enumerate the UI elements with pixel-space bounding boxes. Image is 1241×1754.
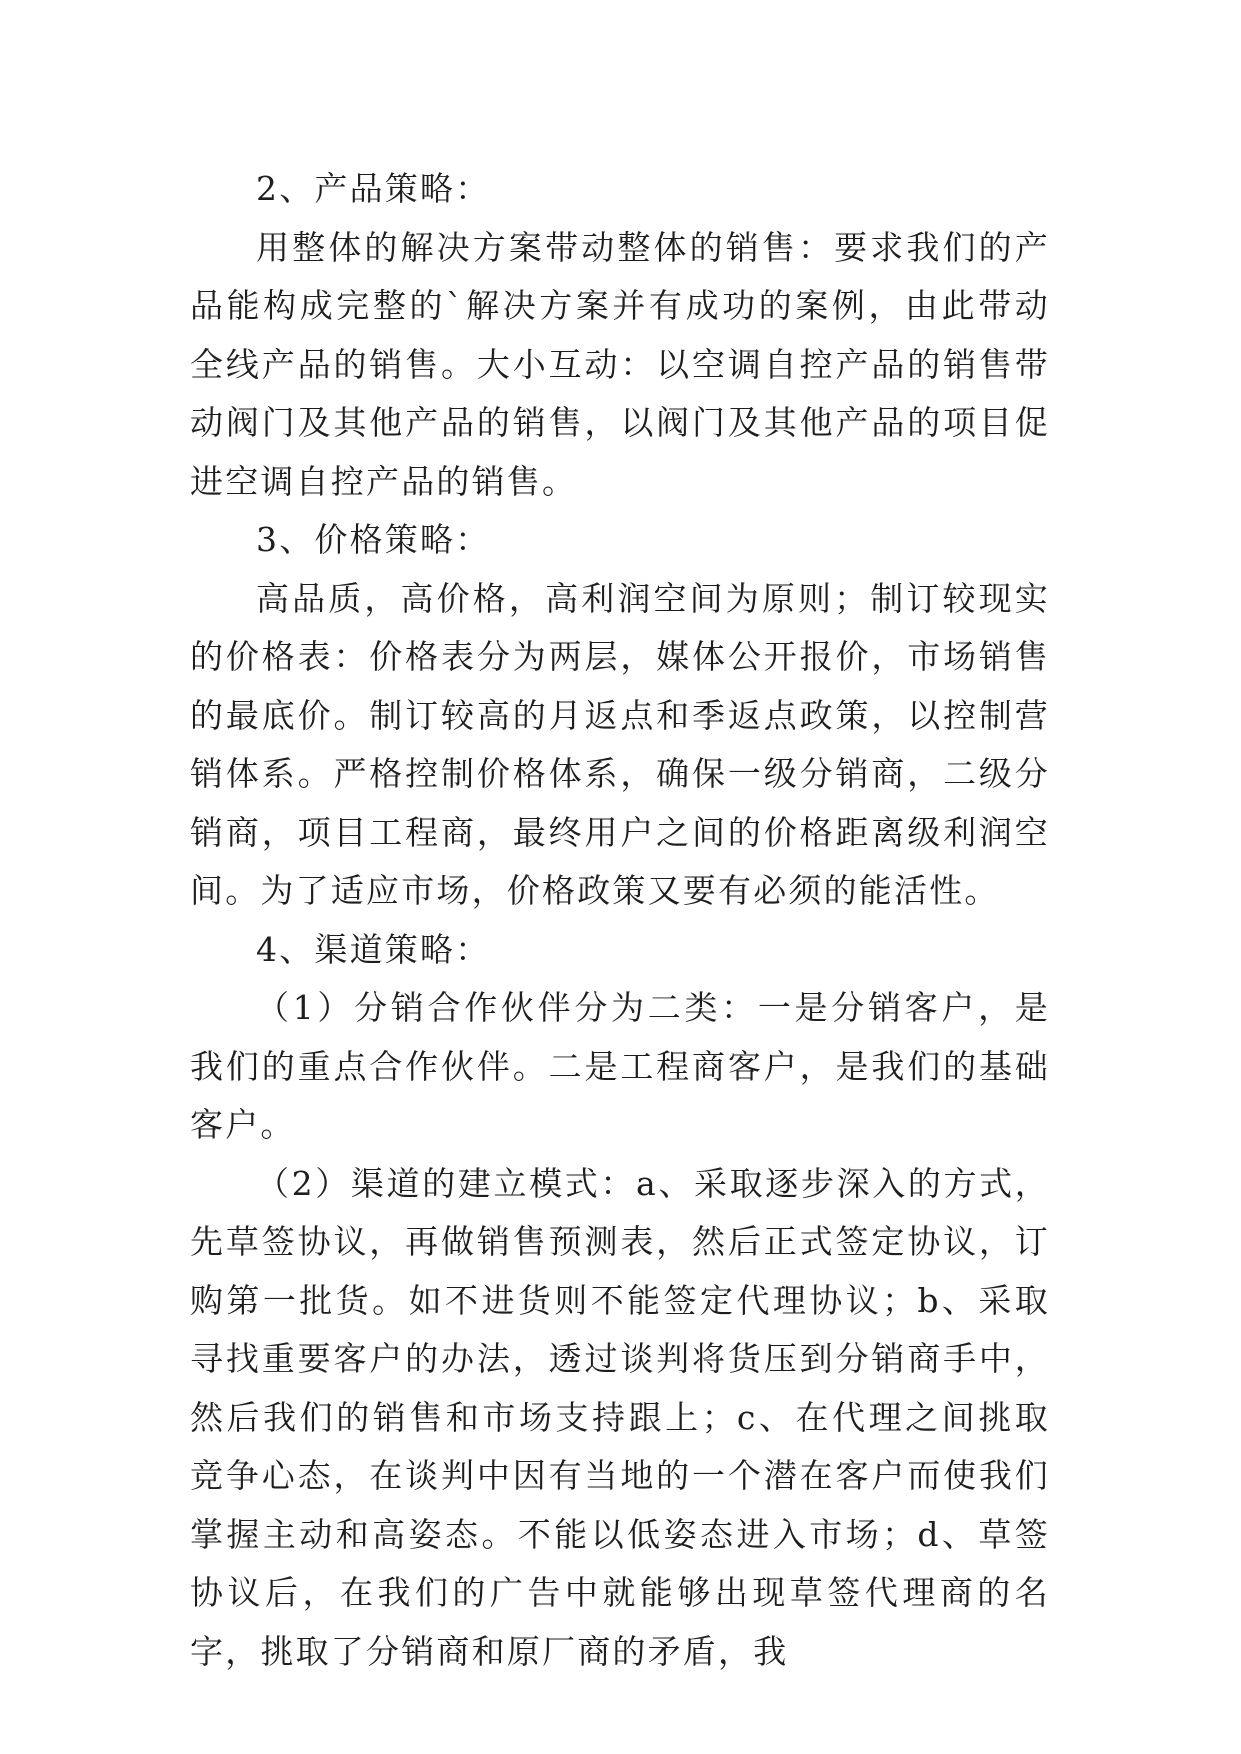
paragraph-channel-model: （2）渠道的建立模式：a、采取逐步深入的方式，先草签协议，再做销售预测表，然后正式签定协议，订购第一批货。如不进货则不能签定代理协议；b、采取寻找重要客户的办法，透过谈判将货压到分销商手中，然后我们的销售和市场支持跟上；c、在代理之间挑取竞争心态，在谈判中因有当地的一个潜在客户而使我们掌握主动和高姿态。不能以低姿态进入市场；d、草签协议后，在我们的广告中就能够出现草签代理商的名字，挑取了分销商和原厂商的矛盾，我 — [190, 1163, 1050, 1671]
section-heading-channel-strategy: 4、渠道策略： — [256, 929, 491, 969]
section-heading-product-strategy: 2、产品策略： — [256, 169, 491, 208]
section-heading-price-strategy: 3、价格策略： — [256, 520, 491, 559]
paragraph-price-strategy: 高品质，高价格，高利润空间为原则；制订较现实的价格表：价格表分为两层，媒体公开报价，市场销售的最底价。制订较高的月返点和季返点政策，以控制营销体系。严格控制价格体系，确保一级分销商，二级分销商，项目工程商，最终用户之间的价格距离级利润空间。为了适应市场，价格政策又要有必须的能活性。 — [190, 578, 1050, 910]
document-body — [190, 160, 1050, 1681]
paragraph-product-strategy: 用整体的解决方案带动整体的销售：要求我们的产品能构成完整的`解决方案并有成功的案例，由此带动全线产品的销售。大小互动：以空调自控产品的销售带动阀门及其他产品的销售，以阀门及其他产品的项目促进空调自控产品的销售。 — [190, 227, 1050, 501]
paragraph-channel-partners: （1）分销合作伙伴分为二类：一是分销客户，是我们的重点合作伙伴。二是工程商客户，是我们的基础客户。 — [190, 988, 1050, 1144]
